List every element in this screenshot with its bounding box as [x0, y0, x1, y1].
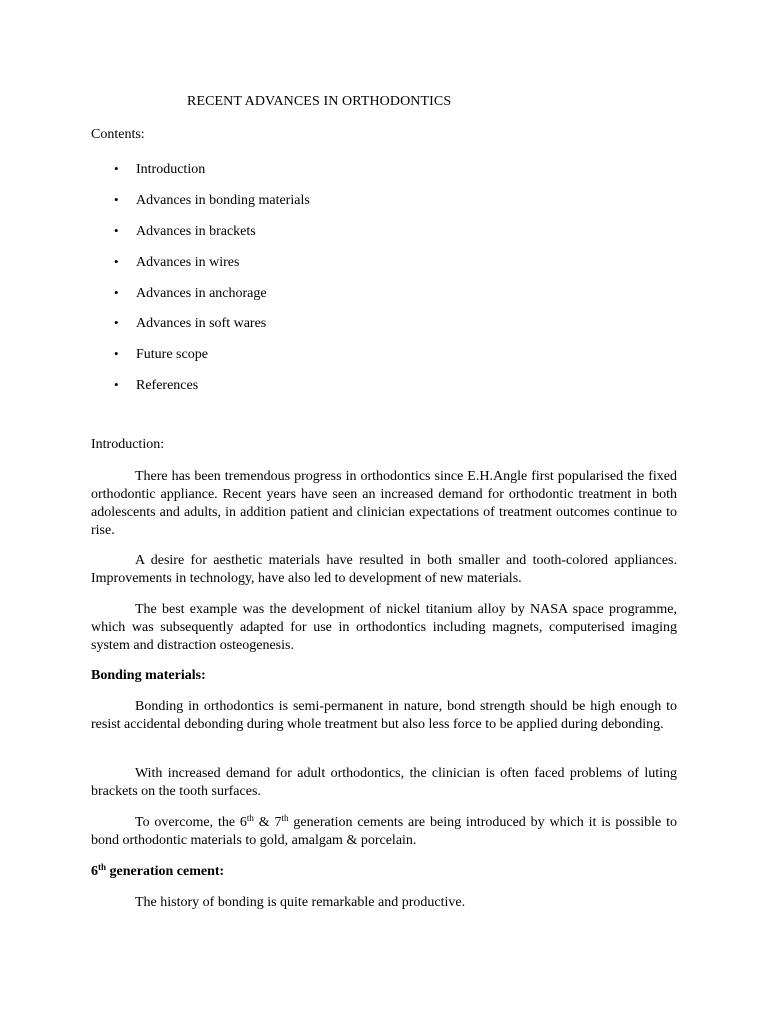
list-item	[114, 222, 310, 253]
sixth-generation-heading	[91, 863, 224, 881]
list-item-label: Future scope	[136, 347, 208, 363]
list-item-label: Introduction	[136, 162, 206, 177]
text-run: & 7	[253, 815, 282, 830]
introduction-paragraph-1: There has been tremendous progress in orthodontics since E.H.Angle first popularised the fixed orthodontic appliance. Recent years have seen an increased demand for orthodontic treatment in both adolescents and adults, in addition patient and clinician expectations of treatment outcomes continue to rise.	[91, 469, 677, 538]
list-item	[114, 191, 310, 222]
superscript: th	[281, 813, 289, 823]
list-item-label: Advances in soft wares	[136, 316, 267, 332]
bullet-icon: •	[114, 315, 119, 331]
list-item-label: Advances in brackets	[136, 223, 256, 239]
list-item	[114, 253, 310, 284]
list-item	[114, 284, 310, 315]
bullet-icon: •	[114, 377, 119, 393]
bonding-paragraph-2: With increased demand for adult orthodontics, the clinician is often faced problems of luting brackets on the tooth surfaces.	[91, 766, 677, 799]
bonding-heading: Bonding materials:	[91, 668, 206, 683]
sixth-generation-paragraph-1: The history of bonding is quite remarkable and productive.	[135, 895, 466, 910]
bullet-icon: •	[114, 346, 119, 362]
contents-label: Contents:	[91, 127, 145, 142]
introduction-paragraph-3: The best example was the development of nickel titanium alloy by NASA space programme, which was subsequently adapted for use in orthodontics including magnets, computerised imaging system and distraction osteogenesis.	[91, 602, 677, 653]
list-item-label: References	[136, 378, 199, 394]
document-title: RECENT ADVANCES IN ORTHODONTICS	[187, 94, 452, 109]
text-run: generation cement:	[106, 864, 225, 879]
list-item-label: Advances in anchorage	[136, 285, 267, 301]
bullet-icon: •	[114, 253, 119, 269]
bullet-icon: •	[114, 191, 119, 207]
superscript: th	[246, 813, 254, 823]
list-item	[114, 345, 310, 376]
bullet-icon: •	[114, 161, 119, 176]
introduction-paragraph-2: A desire for aesthetic materials have resulted in both smaller and tooth-colored appliances. Improvements in technology, have also led to development of new materials.	[91, 553, 677, 586]
list-item-label: Advances in wires	[136, 254, 240, 270]
bonding-paragraph-1: Bonding in orthodontics is semi-permanent in nature, bond strength should be high enough to resist accidental debonding during whole treatment but also less force to be applied during debonding.	[91, 699, 677, 732]
list-item	[114, 376, 310, 407]
text-run: generation cements are being introduced by which it is possible to bond orthodontic materials to gold, amalgam & porcelain.	[91, 815, 678, 848]
list-item-label: Advances in bonding materials	[136, 192, 310, 208]
contents-list	[114, 160, 310, 407]
bonding-paragraph-3	[91, 814, 677, 850]
bullet-icon: •	[114, 222, 119, 238]
introduction-label: Introduction:	[91, 437, 165, 452]
list-item	[114, 314, 310, 345]
text-run: To overcome, the 6	[135, 815, 247, 830]
text-run: 6	[91, 864, 98, 879]
list-item	[114, 160, 310, 191]
bullet-icon: •	[114, 284, 119, 300]
superscript: th	[98, 862, 107, 872]
